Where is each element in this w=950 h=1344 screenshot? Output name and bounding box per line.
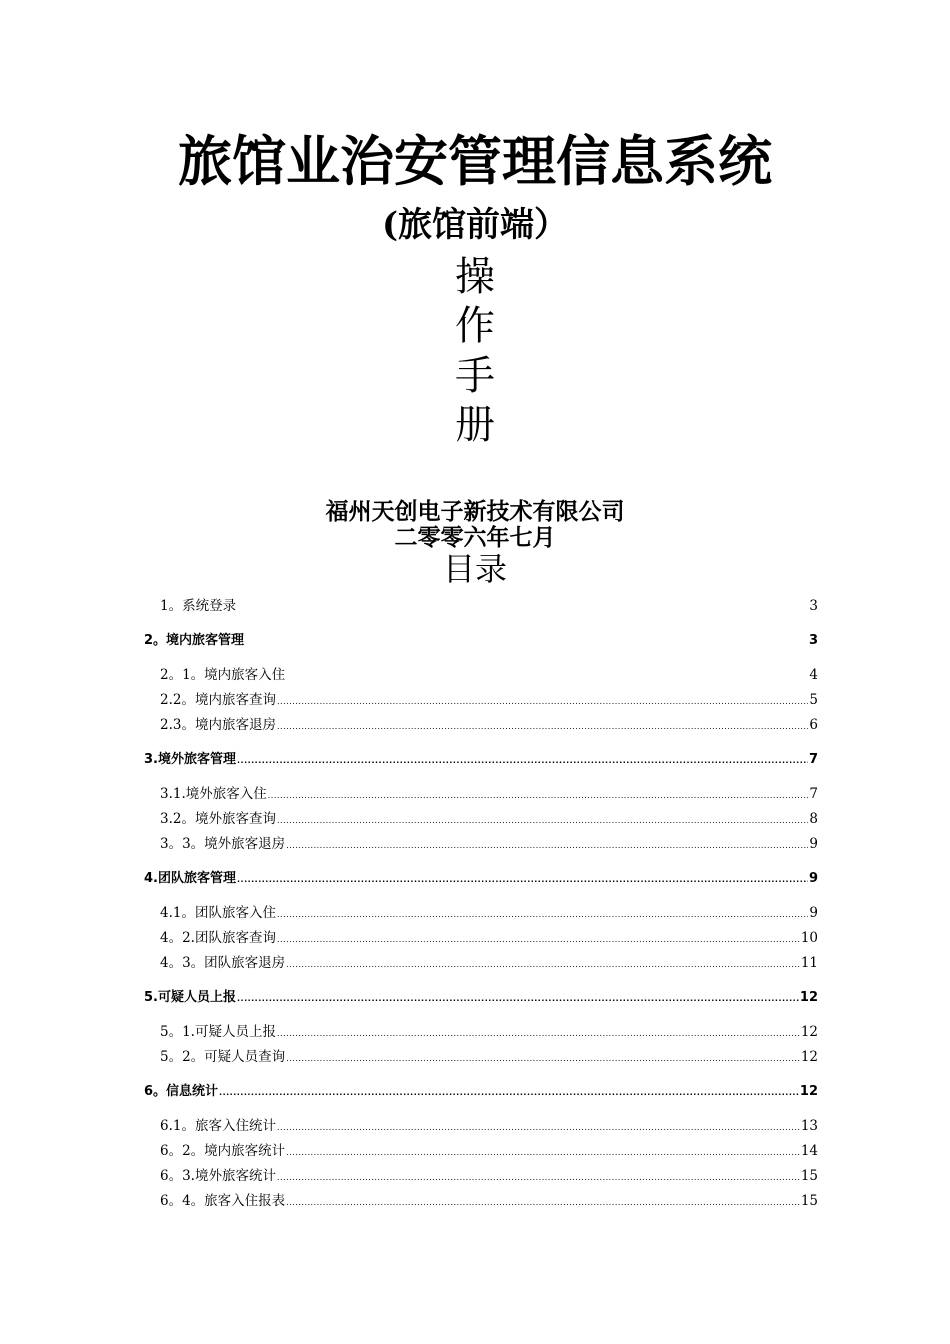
- toc-entry[interactable]: [144, 631, 818, 651]
- toc-dot-leader: [277, 1118, 800, 1138]
- toc-entry-title: 6。4。旅客入住报表: [160, 1193, 286, 1209]
- toc-entry-title: 3。3。境外旅客退房: [160, 836, 286, 852]
- toc-dot-leader: [268, 786, 809, 806]
- toc-entry-title: 2.2。境内旅客查询: [160, 692, 276, 708]
- toc-entry[interactable]: [144, 928, 818, 948]
- toc-entry-title: 6。2。境内旅客统计: [160, 1143, 286, 1159]
- company-name: 福州天创电子新技术有限公司: [325, 499, 625, 525]
- vertical-char-3: 手: [455, 353, 495, 399]
- toc-dot-leader: [237, 870, 808, 890]
- toc-entry[interactable]: [144, 1082, 818, 1102]
- toc-entry-title: 2。1。境内旅客入住: [160, 667, 286, 683]
- toc-dot-leader: [277, 905, 808, 925]
- toc-entry[interactable]: [144, 690, 818, 710]
- toc-entry-page: 11: [800, 955, 818, 971]
- toc-entry-title: 6.1。旅客入住统计: [160, 1118, 276, 1134]
- toc-dot-leader: [277, 930, 800, 950]
- document-date: 二零零六年七月: [394, 525, 556, 551]
- vertical-char-2: 作: [455, 303, 495, 349]
- toc-entry-title: 4.1。团队旅客入住: [160, 905, 276, 921]
- toc-entry[interactable]: [144, 665, 818, 685]
- toc-entry-title: 4.团队旅客管理: [144, 871, 236, 886]
- vertical-char-1: 操: [455, 254, 495, 300]
- toc-dot-leader: [286, 1193, 800, 1213]
- toc-entry-page: 5: [809, 692, 818, 708]
- toc-entry-title: 3.2。境外旅客查询: [160, 811, 276, 827]
- document-title: 旅馆业治安管理信息系统: [178, 129, 772, 193]
- toc-entry-page: 9: [808, 871, 818, 886]
- toc-entry-page: 6: [809, 717, 818, 733]
- toc-entry-page: 7: [808, 752, 818, 767]
- toc-entry-title: 4。2.团队旅客查询: [160, 930, 276, 946]
- toc-entry[interactable]: [144, 834, 818, 854]
- toc-entry-title: 4。3。团队旅客退房: [160, 955, 286, 971]
- toc-entry-page: 4: [809, 667, 818, 683]
- toc-entry-page: 12: [799, 1084, 818, 1099]
- toc-entry-title: 2。境内旅客管理: [144, 633, 245, 648]
- toc-dot-leader: [286, 1143, 800, 1163]
- toc-entry-page: 15: [800, 1168, 818, 1184]
- toc-dot-leader: [277, 717, 808, 737]
- toc-entry[interactable]: [144, 1022, 818, 1042]
- toc-entry[interactable]: [144, 1191, 818, 1211]
- toc-dot-leader: [277, 692, 808, 712]
- toc-entry[interactable]: [144, 1141, 818, 1161]
- toc-entry[interactable]: [144, 1166, 818, 1186]
- toc-entry-page: 13: [800, 1118, 818, 1134]
- toc-entry-page: 3: [809, 598, 818, 614]
- toc-entry[interactable]: [144, 988, 818, 1008]
- toc-entry-page: 7: [809, 786, 818, 802]
- toc-entry-page: 3: [808, 633, 818, 648]
- toc-entry[interactable]: [144, 953, 818, 973]
- toc-entry[interactable]: [144, 750, 818, 770]
- toc-entry-page: 12: [799, 990, 818, 1005]
- toc-dot-leader: [237, 751, 808, 771]
- toc-entry-title: 1。系统登录: [160, 598, 237, 614]
- toc-dot-leader: [286, 1049, 800, 1069]
- toc-dot-leader: [277, 1168, 800, 1188]
- toc-heading: 目录: [442, 550, 507, 588]
- toc-entry[interactable]: [144, 784, 818, 804]
- toc-dot-leader: [277, 811, 808, 831]
- toc-entry-page: 14: [800, 1143, 818, 1159]
- toc-dot-leader: [219, 1083, 799, 1103]
- toc-entry-page: 9: [809, 836, 818, 852]
- document-subtitle: (旅馆前端）: [381, 205, 569, 245]
- toc-entry-page: 12: [800, 1049, 818, 1065]
- toc-entry-page: 8: [809, 811, 818, 827]
- toc-entry[interactable]: [144, 596, 818, 616]
- toc-entry[interactable]: [144, 1047, 818, 1067]
- toc-entry-title: 5。1.可疑人员上报: [160, 1024, 276, 1040]
- toc-dot-leader: [277, 1024, 800, 1044]
- toc-entry[interactable]: [144, 715, 818, 735]
- toc-entry[interactable]: [144, 1116, 818, 1136]
- toc-entry-title: 6。3.境外旅客统计: [160, 1168, 276, 1184]
- toc-entry-page: 15: [800, 1193, 818, 1209]
- toc-entry-title: 3.境外旅客管理: [144, 752, 236, 767]
- toc-dot-leader: [237, 989, 799, 1009]
- vertical-char-4: 册: [455, 402, 495, 448]
- toc-entry-title: 2.3。境内旅客退房: [160, 717, 276, 733]
- toc-dot-leader: [286, 955, 800, 975]
- toc-entry-title: 5.可疑人员上报: [144, 990, 236, 1005]
- toc-entry-page: 10: [800, 930, 818, 946]
- toc-entry-page: 12: [800, 1024, 818, 1040]
- toc-entry-title: 3.1.境外旅客入住: [160, 786, 267, 802]
- toc-entry[interactable]: [144, 809, 818, 829]
- toc-entry-title: 6。信息统计: [144, 1084, 219, 1099]
- toc-entry[interactable]: [144, 869, 818, 889]
- toc-entry-title: 5。2。可疑人员查询: [160, 1049, 286, 1065]
- toc-dot-leader: [286, 836, 808, 856]
- toc-entry[interactable]: [144, 903, 818, 923]
- toc-entry-page: 9: [809, 905, 818, 921]
